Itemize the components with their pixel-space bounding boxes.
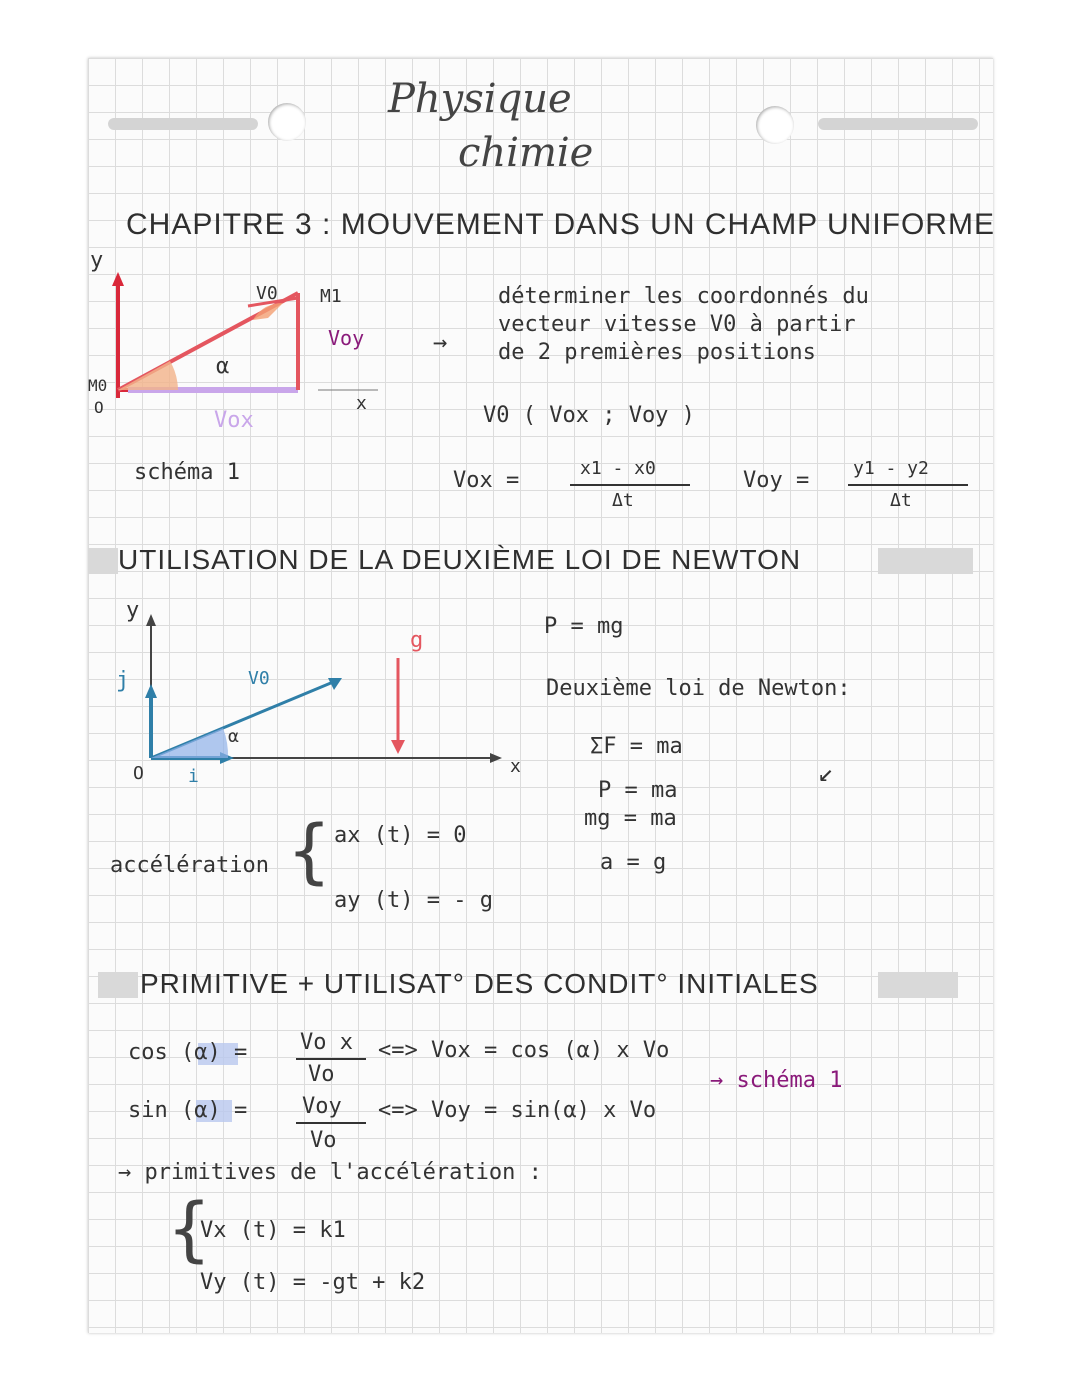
section2-i-vector-label: i bbox=[188, 766, 199, 787]
subject-title-line1: Physique bbox=[388, 76, 572, 122]
schema1-voy-label: Voy bbox=[328, 326, 365, 350]
arrow-icon: → bbox=[433, 328, 448, 356]
section1-vector-line: V0 ( Vox ; Voy ) bbox=[483, 403, 695, 428]
schema1-m1-label: M1 bbox=[320, 286, 342, 307]
primitives-line: → primitives de l'accélération : bbox=[118, 1160, 542, 1185]
sin-denominator: Vo bbox=[310, 1128, 337, 1153]
acceleration-x: ax (t) = 0 bbox=[334, 823, 467, 848]
brace-icon-2: { bbox=[168, 1188, 211, 1270]
notebook-page bbox=[88, 58, 993, 1333]
brace-icon: { bbox=[288, 810, 331, 892]
schema1-m0-label: M0 bbox=[88, 376, 108, 395]
voy-formula-numerator: y1 - y2 bbox=[853, 458, 929, 479]
section3-highlight-left bbox=[98, 972, 138, 998]
section3-title: PRIMITIVE + UTILISAT° DES CONDIT° INITIALES bbox=[140, 968, 819, 999]
vox-formula-label: Vox = bbox=[453, 468, 520, 493]
voy-fraction-bar bbox=[848, 484, 968, 486]
cos-lhs: cos (α) = bbox=[128, 1040, 248, 1065]
punch-hole-left bbox=[268, 103, 306, 141]
section2-highlight-left bbox=[88, 548, 118, 574]
cos-denominator: Vo bbox=[308, 1062, 335, 1087]
acceleration-label: accélération bbox=[110, 853, 269, 878]
schema1-x-label: x bbox=[356, 393, 367, 414]
velocity-y: Vy (t) = -gt + k2 bbox=[200, 1270, 426, 1295]
section1-text-line3: de 2 premières positions bbox=[498, 340, 816, 365]
header-line-right bbox=[818, 118, 978, 130]
section2-origin-label: O bbox=[133, 763, 144, 784]
acceleration-y: ay (t) = - g bbox=[334, 888, 493, 913]
newton-eq2: P = ma bbox=[598, 778, 678, 803]
sin-rhs: <=> Voy = sin(α) x Vo bbox=[378, 1098, 657, 1123]
weight-formula: P = mg bbox=[544, 614, 624, 639]
section2-y-label: y bbox=[126, 598, 140, 623]
schema1-vox-label: Vox bbox=[214, 408, 254, 433]
schema1-caption: schéma 1 bbox=[134, 460, 240, 485]
vox-fraction-bar bbox=[570, 484, 690, 486]
punch-hole-right bbox=[756, 106, 794, 144]
schema1-reference: → schéma 1 bbox=[710, 1068, 843, 1093]
schema1-origin-label: O bbox=[94, 398, 104, 417]
newton-eq3: mg = ma bbox=[584, 806, 677, 831]
section2-alpha-label: α bbox=[228, 726, 239, 747]
schema1-alpha-label: α bbox=[216, 354, 230, 379]
section2-x-label: x bbox=[510, 756, 521, 777]
section2-title: UTILISATION DE LA DEUXIÈME LOI DE NEWTON bbox=[118, 544, 802, 575]
sin-fraction-bar bbox=[296, 1122, 366, 1124]
velocity-x: Vx (t) = k1 bbox=[200, 1218, 346, 1243]
check-arrow-icon: ↙ bbox=[818, 758, 834, 788]
section1-text-line2: vecteur vitesse V0 à partir bbox=[498, 312, 856, 337]
newton-eq4: a = g bbox=[600, 850, 667, 875]
section2-g-vector-label: g bbox=[410, 628, 424, 653]
header-line-left bbox=[108, 118, 258, 130]
newton-law-title: Deuxième loi de Newton: bbox=[546, 676, 851, 701]
section2-highlight-right bbox=[878, 548, 973, 574]
section2-v0-label: V0 bbox=[248, 668, 270, 689]
subject-title-line2: chimie bbox=[458, 130, 594, 176]
sin-lhs: sin (α) = bbox=[128, 1098, 248, 1123]
cos-fraction-bar bbox=[296, 1058, 366, 1060]
voy-formula-denominator: Δt bbox=[890, 490, 912, 511]
section1-text-line1: déterminer les coordonnés du bbox=[498, 284, 869, 309]
vox-formula-denominator: Δt bbox=[612, 490, 634, 511]
vox-formula-numerator: x1 - x0 bbox=[580, 458, 656, 479]
cos-rhs: <=> Vox = cos (α) x Vo bbox=[378, 1038, 670, 1063]
cos-numerator: Vo x bbox=[300, 1030, 353, 1055]
schema1-y-label: y bbox=[90, 248, 104, 273]
newton-eq1: ΣF = ma bbox=[590, 734, 683, 759]
schema1-v0-label: V0 bbox=[256, 283, 278, 304]
sin-numerator: Voy bbox=[302, 1094, 342, 1119]
section2-j-vector-label: j bbox=[116, 668, 130, 693]
section3-highlight-right bbox=[878, 972, 958, 998]
chapter-title: CHAPITRE 3 : MOUVEMENT DANS UN CHAMP UNIFORME bbox=[126, 208, 995, 241]
voy-formula-label: Voy = bbox=[743, 468, 810, 493]
